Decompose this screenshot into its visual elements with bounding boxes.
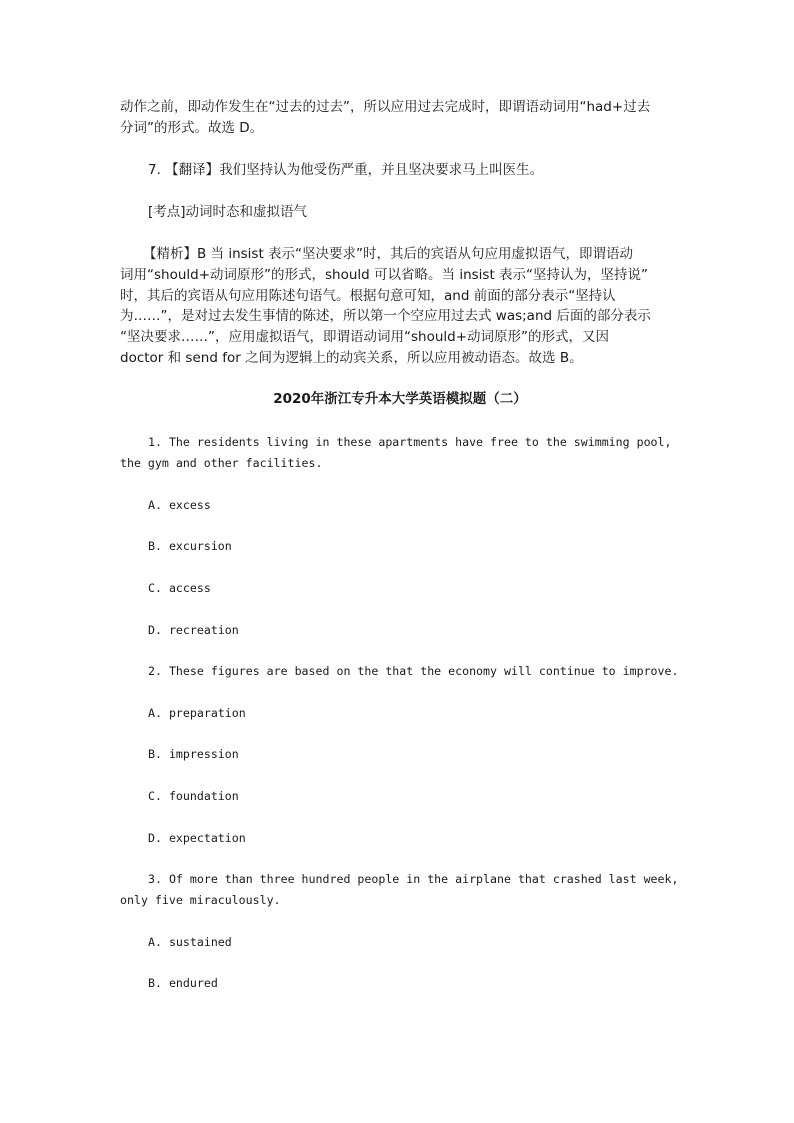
option-b: B. impression <box>148 747 239 761</box>
option-a: A. preparation <box>148 706 246 720</box>
paragraph-prev-answer-line1: 动作之前，即动作发生在“过去的过去”，所以应用过去完成时，即谓语动词用“had+过去 <box>120 99 651 115</box>
q7-analysis-line: doctor 和 send for 之间为逻辑上的动宾关系，所以应用被动语态。故选 B。 <box>120 350 583 366</box>
question-stem-continued: the gym and other facilities. <box>120 456 323 470</box>
q7-analysis-line: 词用“should+动词原形”的形式，should 可以省略。当 insist 表示“坚持认为，坚持说” <box>120 267 649 283</box>
q7-analysis-line: 为……”，是对过去发生事情的陈述，所以第一个空应用过去式 was;and 后面的部分表示 <box>120 308 651 324</box>
option-d: D. expectation <box>148 831 246 845</box>
q7-translation: 7. 【翻译】我们坚持认为他受伤严重，并且坚决要求马上叫医生。 <box>148 162 544 178</box>
question-stem: 3. Of more than three hundred people in the airplane that crashed last week, <box>148 872 679 886</box>
question-stem: 2. These figures are based on the that the economy will continue to improve. <box>148 664 679 678</box>
option-a: A. excess <box>148 498 211 512</box>
q7-test-point: [考点]动词时态和虚拟语气 <box>148 204 308 220</box>
question-stem: 1. The residents living in these apartments have free to the swimming pool, <box>148 435 672 449</box>
option-c: C. access <box>148 581 211 595</box>
q7-analysis-line: 【精析】B 当 insist 表示“坚决要求”时，其后的宾语从句应用虚拟语气，即谓语动 <box>143 246 634 262</box>
section-title: 2020年浙江专升本大学英语模拟题（二） <box>273 391 527 407</box>
q7-analysis-line: “坚决要求……”，应用虚拟语气，即谓语动词用“should+动词原形”的形式，又因 <box>120 329 610 345</box>
paragraph-prev-answer-line2: 分词”的形式。故选 D。 <box>120 120 264 136</box>
q7-analysis-line: 时，其后的宾语从句应用陈述句语气。根据句意可知，and 前面的部分表示“坚持认 <box>120 288 616 304</box>
option-a: A. sustained <box>148 935 232 949</box>
option-b: B. excursion <box>148 539 232 553</box>
option-d: D. recreation <box>148 623 239 637</box>
question-stem-continued: only five miraculously. <box>120 893 281 907</box>
option-b: B. endured <box>148 976 218 990</box>
option-c: C. foundation <box>148 789 239 803</box>
